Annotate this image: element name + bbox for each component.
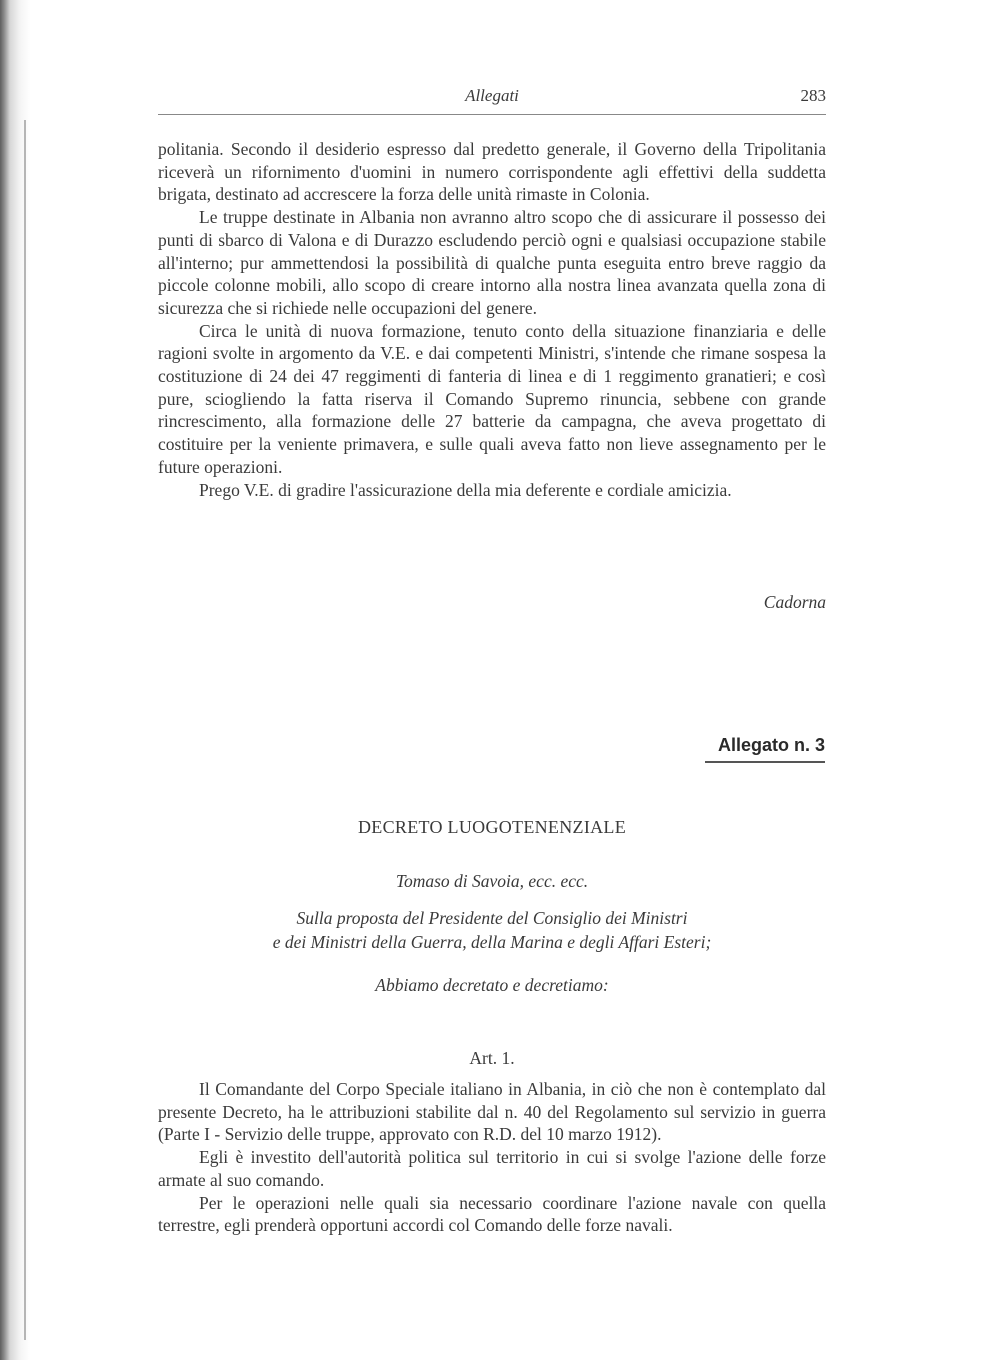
enacting-formula: Abbiamo decretato e decretiamo: — [375, 975, 609, 995]
running-title: Allegati — [465, 86, 519, 105]
article-body — [158, 1078, 826, 1237]
decree-title: DECRETO LUOGOTENENZIALE — [357, 817, 627, 837]
header-rule — [158, 114, 826, 115]
decree-proposal-line: e dei Ministri della Guerra, della Marina e degli Affari Esteri; — [272, 932, 712, 952]
letter-paragraph: Prego V.E. di gradire l'assicurazione della mia deferente e cordiale amicizia. — [199, 479, 732, 500]
letter-paragraph: politania. Secondo il desiderio espresso dal predetto generale, il Governo della Tripolitania riceverà un rifornimento d'uomini in numero corrispondente agli effettivi della suddetta brigata, destinato ad accrescere la forza delle unità rimaste in Colonia. — [158, 139, 826, 205]
article-paragraph: Egli è investito dell'autorità politica sul territorio in cui si svolge l'azione delle forze armate al suo comando. — [158, 1147, 826, 1190]
letter-paragraph: Le truppe destinate in Albania non avranno altro scopo che di assicurare il possesso dei punti di sbarco di Valona e di Durazzo escludendo perciò ogni e qualsiasi occupazione stabile all'interno; pur ammettendosi la possibilità di qualche punta eseguita entro breve raggio da piccole colonne mobili, allo scopo di creare intorno alla nostra linea avanzata quella zona di sicurezza che si richiede nelle occupazioni del genere. — [158, 207, 826, 318]
article-paragraph: Per le operazioni nelle quali sia necessario coordinare l'azione navale con quella terrestre, egli prenderà opportuni accordi col Comando delle forze navali. — [158, 1192, 826, 1236]
annex-label: Allegato n. 3 — [717, 735, 825, 755]
decree-issuer: Tomaso di Savoia, ecc. ecc. — [395, 871, 589, 891]
letter-body — [158, 138, 826, 501]
signature: Cadorna — [763, 592, 826, 612]
article-title: Art. 1. — [469, 1048, 515, 1068]
gutter-line — [24, 120, 26, 1340]
article-paragraph: Il Comandante del Corpo Speciale italiano in Albania, in ciò che non è contemplato dal presente Decreto, ha le attribuzioni stabilite dal n. 40 del Regolamento sul servizio in guerra (Parte I - Servizio delle truppe, approvato con R.D. del 10 marzo 1912). — [158, 1079, 826, 1145]
annex-rule — [705, 761, 825, 763]
page-number: 283 — [800, 86, 826, 105]
decree-proposal-line: Sulla proposta del Presidente del Consiglio dei Ministri — [296, 908, 688, 928]
letter-paragraph: Circa le unità di nuova formazione, tenuto conto della situazione finanziaria e delle ragioni svolte in argomento da V.E. e dai competenti Ministri, s'intende che rimane sospesa la costituzione di 24 dei 47 reggimenti di fanteria di linea e di 1 reggimento granatieri; e così pure, sciogliendo la fatta riserva il Comando Supremo rinuncia, sebbene con grande rincrescimento, alla formazione delle 27 batterie da campagna, che aveva progettato di costituire per la veniente primavera, e sulle quali aveva fatto non lieve assegnamento per le future operazioni. — [158, 320, 826, 477]
page-header — [158, 86, 826, 116]
